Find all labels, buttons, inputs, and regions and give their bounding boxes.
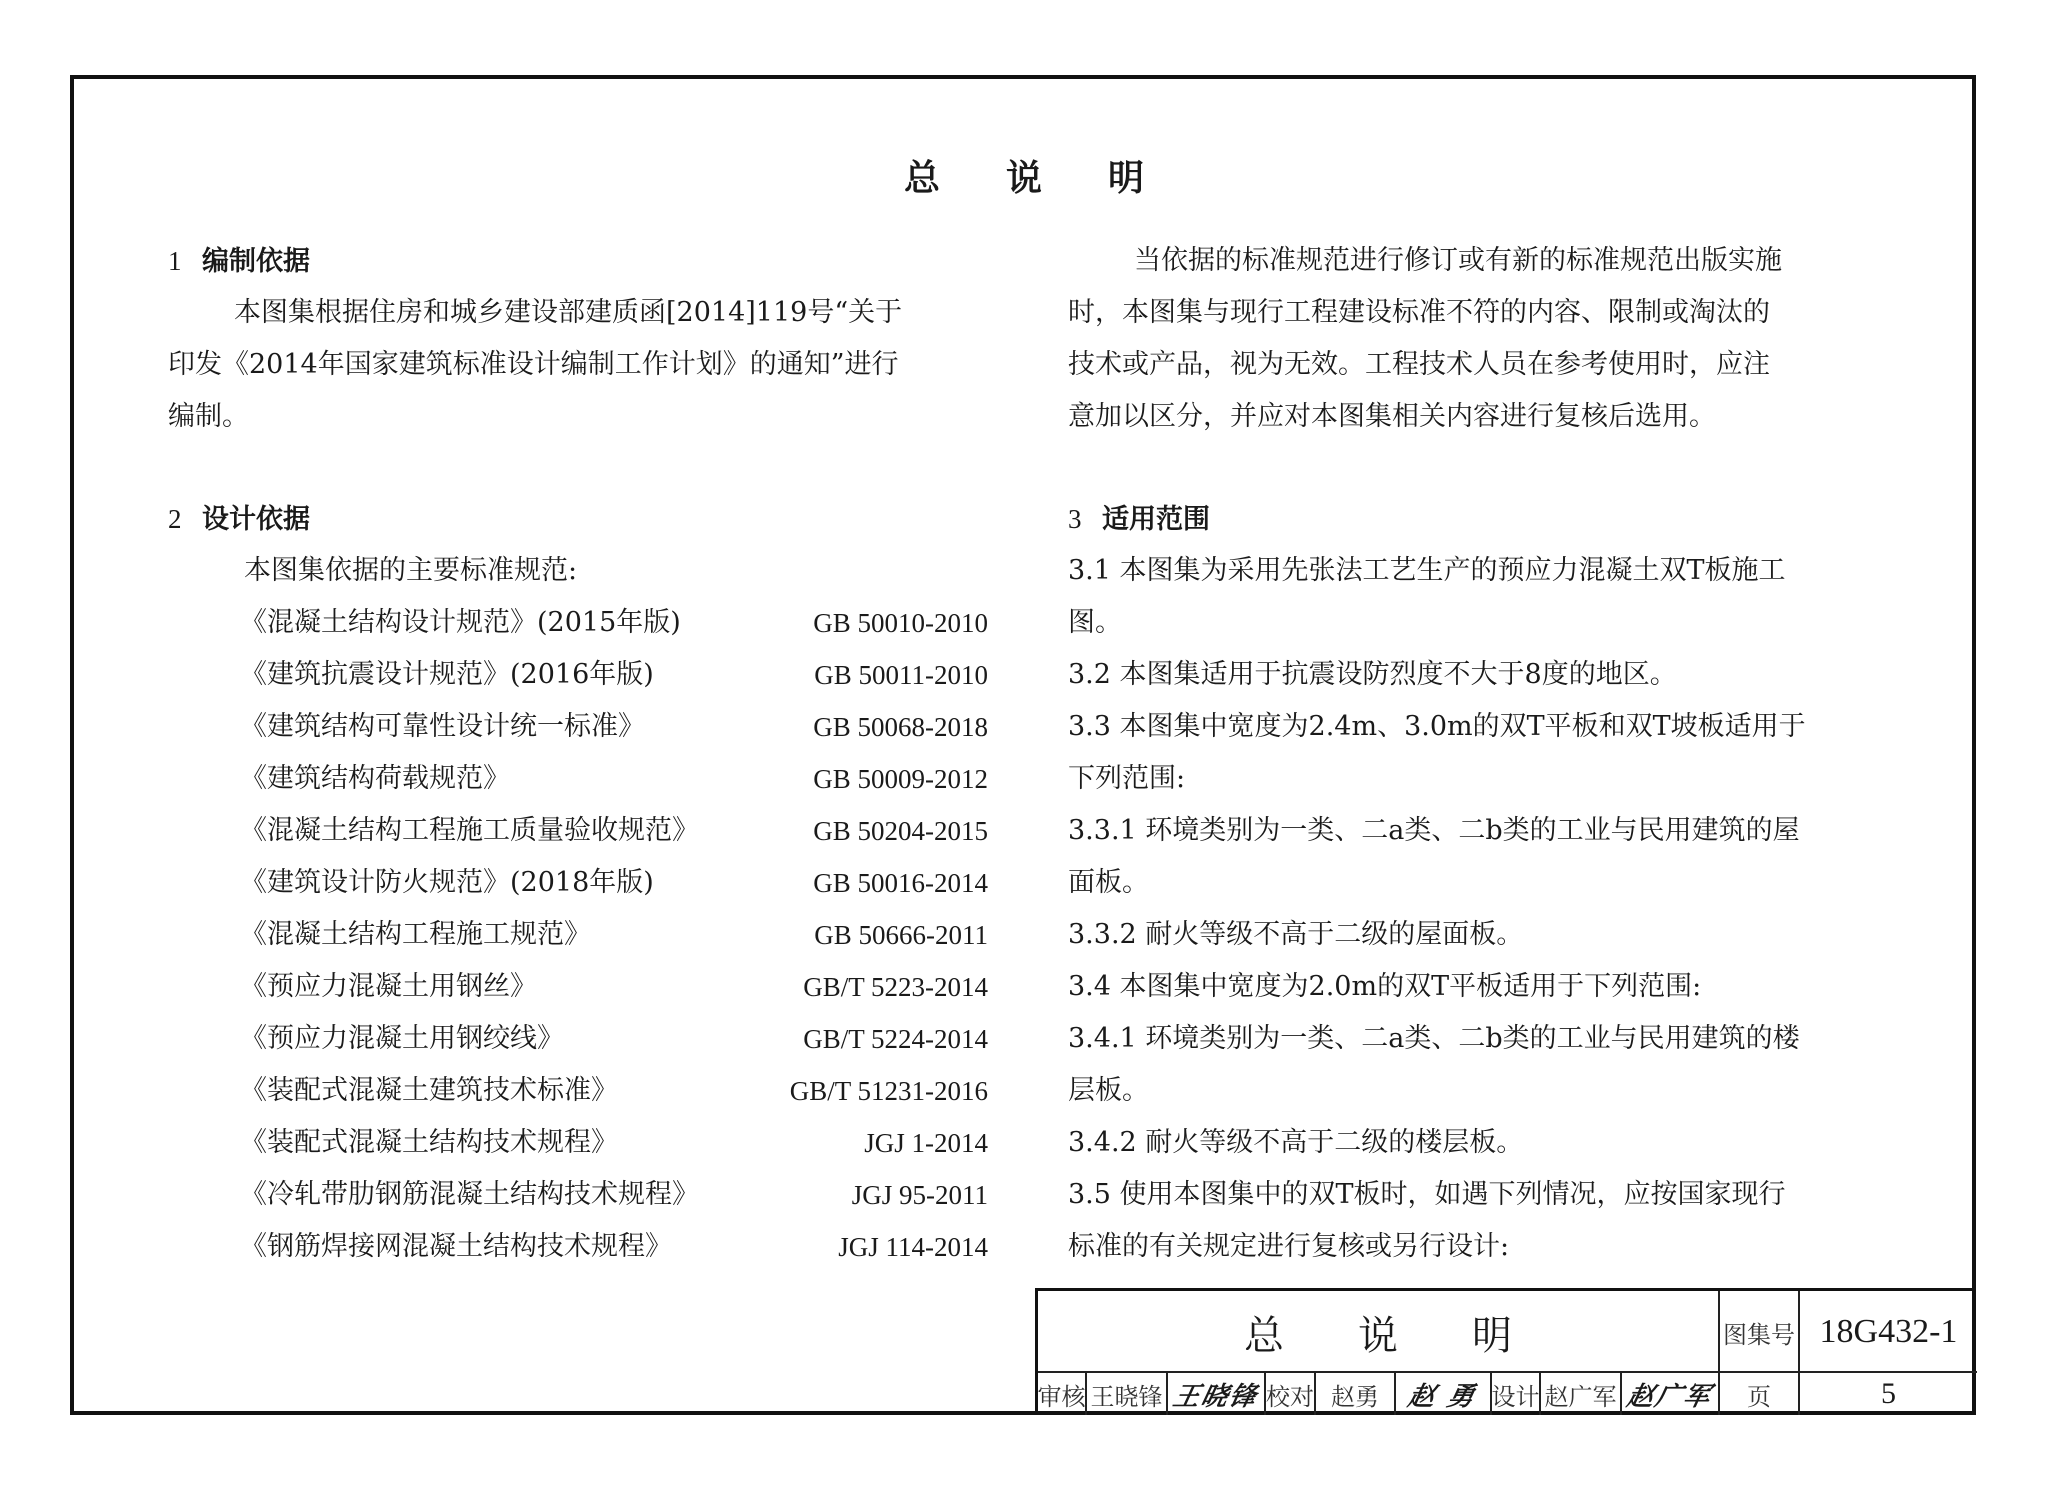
item-line: 3.3 本图集中宽度为2.4m、3.0m的双T平板和双T坡板适用于 [1068, 711, 1806, 742]
reference-row [168, 1169, 988, 1221]
reference-row [168, 1013, 988, 1065]
signature-text: 赵 勇 [1405, 1381, 1480, 1412]
section-3-heading [1068, 493, 1892, 545]
reference-title: 《混凝土结构设计规范》(2015年版) [240, 607, 681, 638]
reference-title: 《混凝土结构工程施工质量验收规范》 [240, 815, 699, 846]
reference-code: GB 50016-2014 [813, 868, 988, 898]
reference-code: JGJ 1-2014 [864, 1128, 988, 1158]
reference-row [168, 753, 988, 805]
scope-item-3-3 [1068, 701, 1892, 805]
scope-item-3-4-2 [1068, 1117, 1892, 1169]
continuation-line: 技术或产品，视为无效。工程技术人员在参考使用时，应注 [1068, 349, 1770, 380]
check-name: 赵勇 [1316, 1373, 1396, 1415]
right-column [1068, 235, 1892, 1273]
item-line: 图。 [1068, 607, 1122, 638]
section-1-paragraph-line: 印发《2014年国家建筑标准设计编制工作计划》的通知”进行 [168, 349, 899, 380]
reference-row [168, 1221, 988, 1273]
reference-row [168, 597, 988, 649]
reference-row [168, 909, 988, 961]
reference-title: 《混凝土结构工程施工规范》 [240, 919, 591, 950]
page-number: 5 [1881, 1377, 1896, 1410]
check-label: 校对 [1266, 1373, 1316, 1415]
continuation-line: 当依据的标准规范进行修订或有新的标准规范出版实施 [1134, 245, 1782, 276]
item-line: 3.4.1 环境类别为一类、二a类、二b类的工业与民用建筑的楼 [1068, 1023, 1800, 1054]
reference-code: GB/T 5224-2014 [803, 1024, 988, 1054]
signature-text: 王晓锋 [1170, 1381, 1261, 1412]
reference-code: GB 50010-2010 [813, 608, 988, 638]
reference-code: JGJ 95-2011 [851, 1180, 988, 1210]
references-intro: 本图集依据的主要标准规范: [244, 555, 578, 586]
reference-row [168, 805, 988, 857]
item-line: 3.4.2 耐火等级不高于二级的楼层板。 [1068, 1127, 1524, 1158]
scope-item-3-5 [1068, 1169, 1892, 1273]
item-line: 3.3.2 耐火等级不高于二级的屋面板。 [1068, 919, 1524, 950]
scope-item-3-3-2 [1068, 909, 1892, 961]
design-name: 赵广军 [1541, 1373, 1622, 1415]
section-number: 1 [168, 246, 182, 276]
reference-title: 《建筑结构可靠性设计统一标准》 [240, 711, 645, 742]
item-line: 3.5 使用本图集中的双T板时，如遇下列情况，应按国家现行 [1068, 1179, 1786, 1210]
section-number: 2 [168, 504, 182, 534]
item-line: 层板。 [1068, 1075, 1149, 1106]
review-name: 王晓锋 [1087, 1373, 1168, 1415]
references-list [168, 597, 988, 1273]
scope-item-3-1 [1068, 545, 1892, 649]
reference-title: 《装配式混凝土建筑技术标准》 [240, 1075, 618, 1106]
section-2-heading [168, 493, 988, 545]
title-block-title: 总说明 [1038, 1291, 1720, 1373]
reference-code: GB 50204-2015 [813, 816, 988, 846]
reference-code: GB 50011-2010 [814, 660, 988, 690]
reference-row [168, 649, 988, 701]
item-line: 3.4 本图集中宽度为2.0m的双T平板适用于下列范围: [1068, 971, 1702, 1002]
item-line: 3.3.1 环境类别为一类、二a类、二b类的工业与民用建筑的屋 [1068, 815, 1800, 846]
check-signature [1396, 1373, 1492, 1415]
reference-code: GB 50666-2011 [814, 920, 988, 950]
reference-row [168, 701, 988, 753]
scope-item-3-2 [1068, 649, 1892, 701]
title-block [1035, 1288, 1974, 1412]
item-line: 3.2 本图集适用于抗震设防烈度不大于8度的地区。 [1068, 659, 1677, 690]
review-label: 审核 [1038, 1373, 1087, 1415]
reference-title: 《装配式混凝土结构技术规程》 [240, 1127, 618, 1158]
reference-code: GB/T 5223-2014 [803, 972, 988, 1002]
reference-row [168, 1065, 988, 1117]
reference-code: GB 50068-2018 [813, 712, 988, 742]
reference-title: 《建筑结构荷载规范》 [240, 763, 510, 794]
continuation-line: 意加以区分，并应对本图集相关内容进行复核后选用。 [1068, 401, 1716, 432]
scope-item-3-3-1 [1068, 805, 1892, 909]
reference-row [168, 961, 988, 1013]
reference-title: 《钢筋焊接网混凝土结构技术规程》 [240, 1231, 672, 1262]
item-line: 标准的有关规定进行复核或另行设计: [1068, 1231, 1510, 1262]
scope-item-3-4-1 [1068, 1013, 1892, 1117]
reference-title: 《建筑抗震设计规范》(2016年版) [240, 659, 654, 690]
continuation-line: 时，本图集与现行工程建设标准不符的内容、限制或淘汰的 [1068, 297, 1770, 328]
page-title: 总说明 [903, 158, 1210, 199]
review-signature [1168, 1373, 1266, 1415]
left-column [168, 235, 988, 1273]
scope-item-3-4 [1068, 961, 1892, 1013]
reference-title: 《冷轧带肋钢筋混凝土结构技术规程》 [240, 1179, 699, 1210]
item-line: 下列范围: [1068, 763, 1186, 794]
reference-title: 《建筑设计防火规范》(2018年版) [240, 867, 654, 898]
section-title: 设计依据 [202, 504, 310, 535]
section-title: 编制依据 [202, 246, 310, 277]
section-1-heading [168, 235, 988, 287]
reference-row [168, 1117, 988, 1169]
reference-title: 《预应力混凝土用钢丝》 [240, 971, 537, 1002]
item-line: 面板。 [1068, 867, 1149, 898]
design-label: 设计 [1492, 1373, 1541, 1415]
page-label: 页 [1720, 1373, 1800, 1415]
reference-code: JGJ 114-2014 [838, 1232, 988, 1262]
signature-text: 赵广军 [1624, 1381, 1715, 1412]
design-signature [1622, 1373, 1720, 1415]
reference-title: 《预应力混凝土用钢绞线》 [240, 1023, 564, 1054]
reference-code: GB 50009-2012 [813, 764, 988, 794]
reference-code: GB/T 51231-2016 [789, 1076, 988, 1106]
item-line: 3.1 本图集为采用先张法工艺生产的预应力混凝土双T板施工 [1068, 555, 1786, 586]
section-1-paragraph-line: 本图集根据住房和城乡建设部建质函[2014]119号“关于 [234, 297, 903, 328]
atlas-number: 18G432-1 [1819, 1313, 1958, 1350]
section-title: 适用范围 [1102, 504, 1210, 535]
section-number: 3 [1068, 504, 1082, 534]
reference-row [168, 857, 988, 909]
section-1-paragraph-line: 编制。 [168, 401, 249, 432]
atlas-number-label: 图集号 [1720, 1291, 1800, 1373]
